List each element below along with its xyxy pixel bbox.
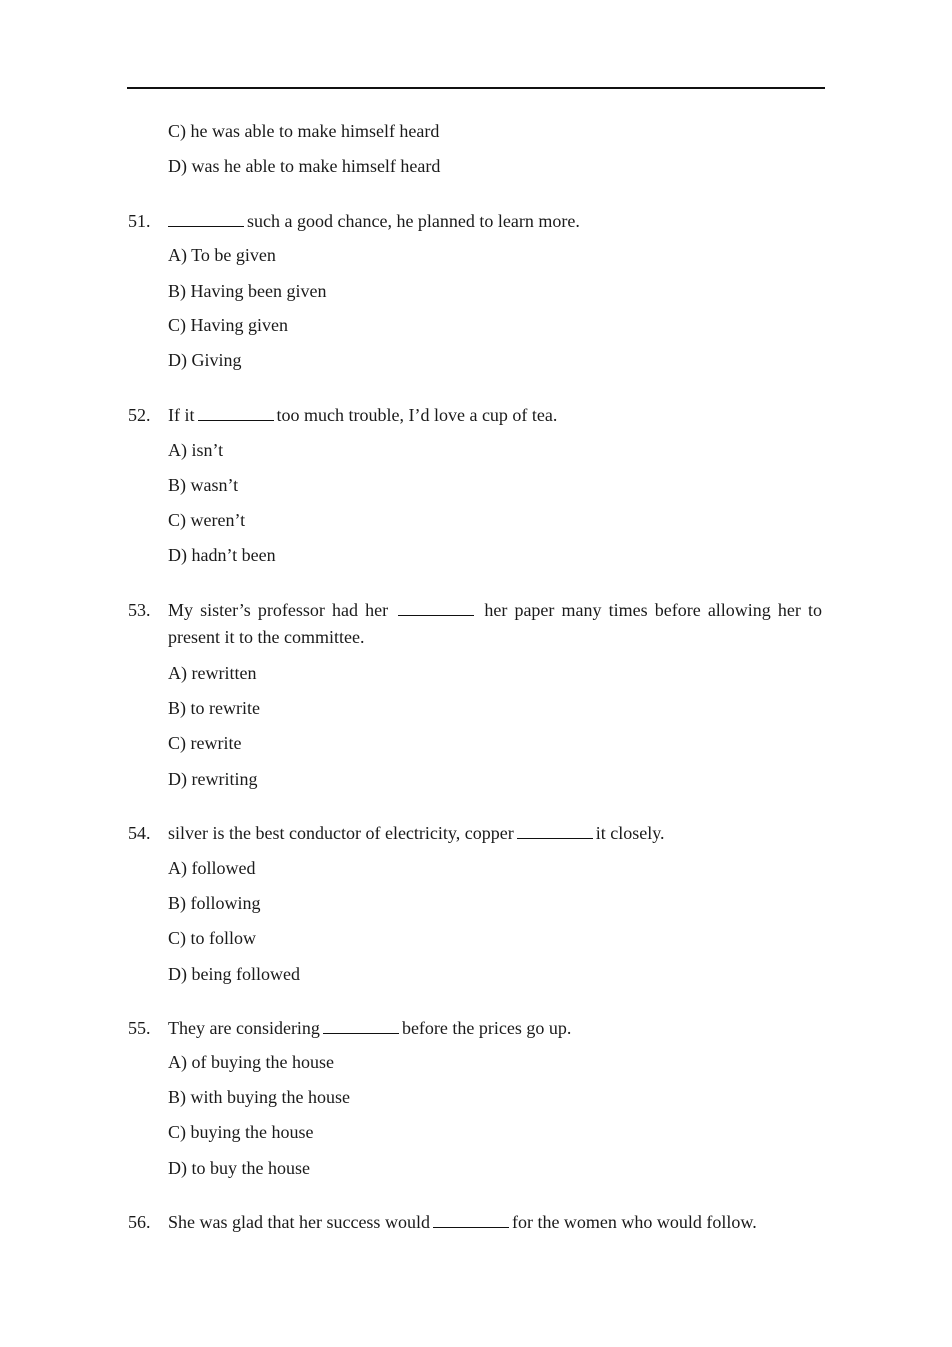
question-number: 52. — [128, 405, 151, 425]
question-number: 51. — [128, 211, 151, 231]
answer-blank — [398, 599, 474, 616]
option: B) following — [168, 893, 261, 913]
answer-blank — [517, 822, 593, 839]
stem-text: She was glad that her success would — [168, 1212, 430, 1232]
question-number: 53. — [128, 600, 151, 620]
option: D) rewriting — [168, 769, 258, 789]
option: D) being followed — [168, 964, 300, 984]
question-stem — [168, 1211, 757, 1233]
stem-text: for the women who would follow. — [511, 1212, 757, 1232]
stem-text: before the prices go up. — [401, 1018, 572, 1038]
option: A) To be given — [168, 245, 276, 265]
option: B) with buying the house — [168, 1087, 350, 1107]
question-stem-line2: present it to the committee. — [168, 627, 365, 647]
option: C) buying the house — [168, 1122, 314, 1142]
question-number: 54. — [128, 823, 151, 843]
option: A) of buying the house — [168, 1052, 334, 1072]
question-number: 55. — [128, 1018, 151, 1038]
option: A) rewritten — [168, 663, 257, 683]
question-stem — [168, 404, 557, 426]
option: C) rewrite — [168, 733, 242, 753]
option: A) followed — [168, 858, 256, 878]
header-rule — [127, 87, 825, 89]
stem-text: her paper many times before allowing her to — [484, 600, 823, 620]
answer-blank — [198, 404, 274, 421]
question-stem — [168, 599, 822, 621]
option: C) to follow — [168, 928, 256, 948]
answer-blank — [323, 1017, 399, 1034]
option: B) wasn’t — [168, 475, 239, 495]
stem-text: silver is the best conductor of electricity, copper — [168, 823, 514, 843]
question-stem — [168, 822, 665, 844]
option: D) Giving — [168, 350, 242, 370]
stem-text: it closely. — [595, 823, 665, 843]
option: D) hadn’t been — [168, 545, 276, 565]
option: A) isn’t — [168, 440, 224, 460]
question-stem — [168, 1017, 571, 1039]
stem-text: such a good chance, he planned to learn more. — [247, 211, 580, 231]
stem-text: They are considering — [168, 1018, 320, 1038]
answer-blank — [168, 210, 244, 227]
question-stem — [168, 210, 580, 232]
stem-text: If it — [168, 405, 195, 425]
question-number: 56. — [128, 1212, 151, 1232]
option: B) to rewrite — [168, 698, 260, 718]
option-c-q50: C) he was able to make himself heard — [168, 121, 440, 141]
option: C) weren’t — [168, 510, 246, 530]
answer-blank — [433, 1211, 509, 1228]
stem-text: My sister’s professor had her — [168, 600, 389, 620]
option: C) Having given — [168, 315, 288, 335]
option-d-q50: D) was he able to make himself heard — [168, 156, 441, 176]
stem-text: too much trouble, I’d love a cup of tea. — [276, 405, 558, 425]
option: D) to buy the house — [168, 1158, 310, 1178]
option: B) Having been given — [168, 281, 327, 301]
